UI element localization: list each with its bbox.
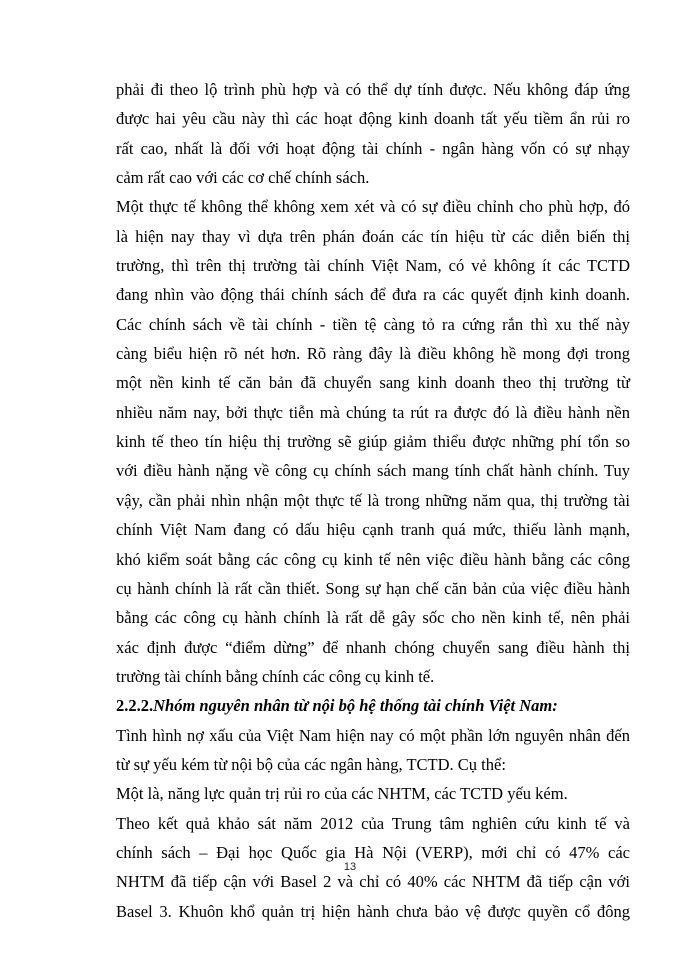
paragraph-line: là hiện nay thay vì dựa trên phán đoán các tín hiệu từ các diễn biến thị: [116, 226, 630, 246]
paragraph-line: trường tài chính bằng chính các công cụ kinh tế.: [116, 666, 435, 686]
body-text: [116, 75, 630, 926]
section-heading: [116, 691, 630, 720]
section-number: 2.2.2.: [116, 696, 154, 716]
section-title: Nhóm nguyên nhân từ nội bộ hệ thống tài chính Việt Nam:: [153, 696, 558, 716]
paragraph-line: phải đi theo lộ trình phù hợp và có thể dự tính được. Nếu không đáp ứng: [116, 80, 630, 99]
paragraph-line: trường, thì trên thị trường tài chính Việt Nam, có vẻ không ít các TCTD: [116, 256, 630, 276]
paragraph-line: kinh tế theo tín hiệu thị trường sẽ giúp giảm thiểu được những phí tổn so: [116, 432, 630, 452]
paragraph-line: đang nhìn vào động thái chính sách để đưa ra các quyết định kinh doanh.: [116, 285, 630, 305]
paragraph-line: Một là, năng lực quản trị rủi ro của các NHTM, các TCTD yếu kém.: [116, 784, 568, 804]
paragraph-line: Basel 3. Khuôn khổ quản trị hiện hành chưa bảo vệ được quyền cổ đông: [116, 901, 630, 921]
paragraph-line: cảm rất cao với các cơ chế chính sách.: [116, 168, 370, 188]
paragraph-line: được hai yêu cầu này thì các hoạt động kinh doanh tất yếu tiềm ẩn rủi ro: [116, 109, 630, 129]
paragraph-line: một nền kinh tế căn bản đã chuyển sang kinh doanh theo thị trường từ: [116, 373, 630, 393]
paragraph-line: bằng các công cụ hành chính là rất dễ gây sốc cho nền kinh tế, nên phải: [116, 608, 630, 628]
paragraph-line: khó kiểm soát bằng các công cụ kinh tế nên việc điều hành bằng các công: [116, 549, 630, 569]
paragraph-line: Tình hình nợ xấu của Việt Nam hiện nay có một phần lớn nguyên nhân đến: [116, 725, 630, 745]
paragraph-line: vậy, cần phải nhìn nhận một thực tế là trong những năm qua, thị trường tài: [116, 490, 630, 510]
paragraph-line: càng biểu hiện rõ nét hơn. Rõ ràng đây là điều không hề mong đợi trong: [116, 344, 630, 364]
paragraph-line: Theo kết quả khảo sát năm 2012 của Trung tâm nghiên cứu kinh tế và: [116, 813, 630, 833]
paragraph-line: chính sách – Đại học Quốc gia Hà Nội (VERP), mới chỉ có 47% các: [116, 842, 630, 862]
paragraph-line: với điều hành nặng về công cụ chính sách mang tính chất hành chính. Tuy: [116, 461, 630, 481]
paragraph-line: cụ hành chính là rất cần thiết. Song sự hạn chế căn bản của việc điều hành: [116, 578, 630, 598]
page-number: 13: [343, 861, 357, 873]
paragraph-line: xác định được “điểm dừng” để nhanh chóng chuyển sang điều hành thị: [116, 637, 630, 657]
paragraph-line: chính Việt Nam đang có dấu hiệu cạnh tranh quá mức, thiếu lành mạnh,: [116, 520, 630, 540]
paragraph-line: từ sự yếu kém từ nội bộ của các ngân hàng, TCTD. Cụ thể:: [116, 754, 506, 774]
paragraph-line: rất cao, nhất là đối với hoạt động tài chính - ngân hàng vốn có sự nhạy: [116, 138, 630, 158]
paragraph-line: Một thực tế không thể không xem xét và có sự điều chỉnh cho phù hợp, đó: [116, 197, 630, 217]
paragraph-line: NHTM đã tiếp cận với Basel 2 và chỉ có 40% các NHTM đã tiếp cận với: [116, 872, 630, 892]
paragraph-line: Các chính sách về tài chính - tiền tệ càng tỏ ra cứng rắn thì xu thế này: [116, 314, 630, 334]
paragraph-line: nhiều năm nay, bởi thực tiễn mà chúng ta rút ra được đó là điều hành nền: [116, 402, 630, 422]
